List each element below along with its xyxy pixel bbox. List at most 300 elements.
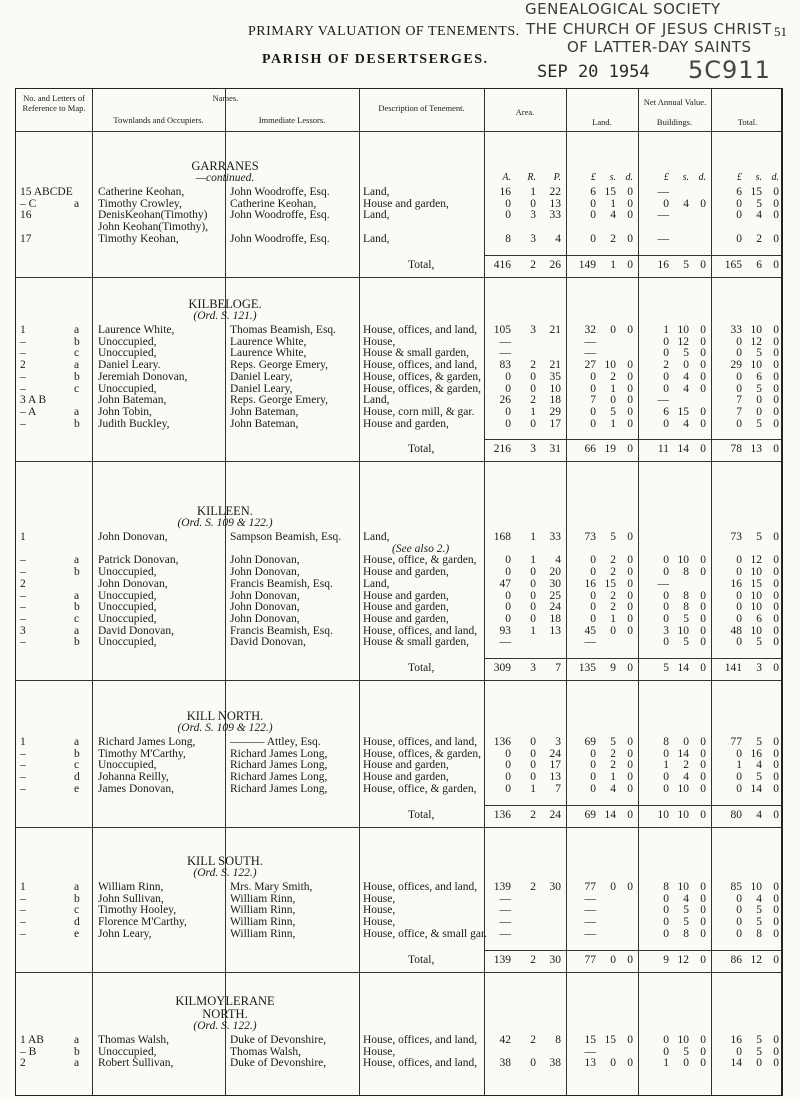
area-value: 47 [499, 577, 511, 590]
land-value: 0 [590, 759, 596, 772]
area-value: 0 [505, 612, 511, 625]
total-value: 0 [773, 771, 779, 784]
land-value: — [584, 892, 596, 905]
area-value: 18 [549, 612, 561, 625]
land-value: 16 [584, 577, 596, 590]
land-value: 2 [610, 370, 616, 383]
map-reference: – [20, 589, 26, 602]
map-reference: 1 [20, 881, 26, 893]
land-value: 15 [604, 577, 616, 590]
tenement-description: House and garden, [363, 759, 449, 772]
tenement-description: House and garden, [363, 589, 449, 602]
buildings-value: 0 [663, 417, 669, 430]
occupier-name: Thomas Walsh, [98, 1034, 170, 1046]
land-value: 1 [610, 197, 616, 210]
buildings-value: 0 [700, 347, 706, 360]
land-value: 27 [584, 359, 596, 372]
buildings-value: 0 [700, 759, 706, 772]
total-value: 0 [773, 612, 779, 625]
total-land: 9 [610, 662, 616, 674]
occupier-name: John Bateman, [98, 394, 167, 407]
total-land: 0 [610, 953, 616, 966]
land-value: 0 [627, 782, 633, 795]
map-letter: a [74, 881, 80, 893]
lessor-name: Richard James Long, [230, 782, 328, 795]
buildings-value: 0 [663, 1034, 669, 1046]
area-value: 136 [493, 736, 511, 748]
area-value: 0 [530, 771, 536, 784]
area-value: 29 [549, 405, 561, 418]
lessor-name: John Donovan, [230, 612, 300, 625]
area-value: — [499, 335, 511, 348]
map-letter: b [74, 636, 80, 649]
land-value: 0 [590, 612, 596, 625]
tenement-description: House, offices, and land, [363, 881, 478, 893]
map-letter: c [74, 612, 80, 625]
unit-label: £ [737, 172, 742, 183]
area-value: 1 [530, 554, 536, 567]
land-value: 2 [610, 747, 616, 760]
area-value: 0 [505, 771, 511, 784]
parish-heading: PARISH OF DESERTSERGES. [262, 52, 489, 67]
lessor-name: Reps. George Emery, [230, 359, 329, 372]
unit-label: A. [502, 172, 511, 183]
total-total: 0 [773, 808, 779, 821]
total-value: 5 [756, 347, 762, 360]
map-letter: b [74, 892, 80, 905]
map-letter: b [74, 335, 80, 348]
area-value: 0 [505, 554, 511, 567]
total-land: 19 [604, 443, 616, 456]
tenement-description: House, offices, & garden, [363, 382, 481, 395]
tenement-description: House and garden, [363, 417, 449, 430]
area-value: 24 [549, 601, 561, 614]
occupier-name: Daniel Leary. [98, 359, 161, 372]
land-value: 2 [610, 759, 616, 772]
map-reference: 1 [20, 531, 26, 543]
subtotal-rule [484, 950, 781, 951]
total-land: 0 [627, 443, 633, 456]
unit-label: s. [609, 172, 616, 183]
land-value: — [584, 916, 596, 929]
total-value: 7 [736, 394, 742, 407]
buildings-value: — [657, 232, 669, 245]
header-area: Area. [515, 107, 535, 117]
total-value: 5 [756, 904, 762, 917]
buildings-value: 0 [700, 747, 706, 760]
header-rule [16, 131, 781, 132]
land-value: 0 [627, 736, 633, 748]
total-buildings: 16 [657, 258, 669, 271]
total-land: 77 [584, 953, 596, 966]
total-value: 33 [730, 324, 742, 336]
total-value: 10 [750, 566, 762, 579]
occupier-name: Richard James Long, [98, 736, 196, 748]
total-value: 0 [773, 232, 779, 245]
buildings-value: 0 [700, 1045, 706, 1058]
total-value: 0 [773, 1034, 779, 1046]
total-value: 0 [736, 232, 742, 245]
map-letter: d [74, 771, 80, 784]
map-reference: 2 [20, 1057, 26, 1070]
land-value: 2 [610, 601, 616, 614]
area-value: 0 [530, 566, 536, 579]
tenement-description: Land, [363, 394, 390, 407]
total-value: 7 [736, 405, 742, 418]
map-reference: 1 [20, 736, 26, 748]
map-letter: a [74, 197, 80, 210]
total-value: 0 [773, 601, 779, 614]
area-value: 20 [549, 566, 561, 579]
total-value: 2 [756, 232, 762, 245]
buildings-value: 12 [677, 335, 689, 348]
subtotal-rule [484, 805, 781, 806]
area-value: 2 [530, 1034, 536, 1046]
land-value: 0 [627, 209, 633, 222]
total-buildings: 0 [700, 808, 706, 821]
lessor-name: ——— Attley, Esq. [230, 736, 321, 748]
area-value: 13 [549, 624, 561, 637]
lessor-name: John Woodroffe, Esq. [230, 186, 330, 198]
tenement-description: House, offices, & garden, [363, 747, 481, 760]
total-value: 0 [773, 531, 779, 543]
land-value: 0 [627, 531, 633, 543]
land-value: 5 [610, 531, 616, 543]
total-value: 0 [773, 1045, 779, 1058]
unit-label: d. [625, 172, 633, 183]
area-value: 83 [499, 359, 511, 372]
map-letter: a [74, 554, 80, 567]
total-value: 5 [756, 916, 762, 929]
column-rule [711, 89, 712, 1095]
total-area: 2 [530, 953, 536, 966]
total-value: 0 [736, 636, 742, 649]
tenement-description: House, offices, and land, [363, 324, 478, 336]
area-value: 0 [530, 370, 536, 383]
area-value: 0 [505, 382, 511, 395]
map-reference: – [20, 347, 26, 360]
ordnance-ref: —continued. [195, 172, 255, 184]
map-letter: b [74, 566, 80, 579]
total-label: Total, [408, 953, 435, 966]
occupier-name: John Tobin, [98, 405, 152, 418]
area-value: 0 [530, 382, 536, 395]
total-area: 3 [530, 662, 536, 674]
total-total: 6 [756, 258, 762, 271]
land-value: — [584, 335, 596, 348]
land-value: 0 [610, 394, 616, 407]
area-value: 13 [549, 197, 561, 210]
total-value: 0 [773, 324, 779, 336]
land-value: 1 [610, 417, 616, 430]
total-land: 14 [604, 808, 616, 821]
area-value: 0 [505, 405, 511, 418]
tenement-description: House & small garden, [363, 636, 470, 649]
buildings-value: 0 [700, 1057, 706, 1070]
land-value: 0 [627, 382, 633, 395]
tenement-description: House and garden, [363, 566, 449, 579]
stamp-number: 5C911 [688, 56, 771, 84]
area-value: 1 [530, 405, 536, 418]
land-value: — [584, 927, 596, 940]
total-value: 15 [750, 186, 762, 198]
total-buildings: 10 [677, 808, 689, 821]
land-value: 0 [590, 566, 596, 579]
land-value: 0 [627, 405, 633, 418]
buildings-value: 0 [663, 747, 669, 760]
buildings-value: 6 [663, 405, 669, 418]
total-label: Total, [408, 662, 435, 674]
lessor-name: Daniel Leary, [230, 370, 293, 383]
total-buildings: 0 [700, 258, 706, 271]
buildings-value: 0 [663, 916, 669, 929]
map-reference: – [20, 612, 26, 625]
area-value: 0 [530, 417, 536, 430]
buildings-value: 4 [683, 197, 689, 210]
total-total: 0 [773, 258, 779, 271]
tenement-description: House, office, & garden, [363, 782, 477, 795]
area-value: 2 [530, 881, 536, 893]
total-buildings: 11 [657, 443, 669, 456]
total-value: 10 [750, 601, 762, 614]
land-value: 0 [627, 554, 633, 567]
area-value: 38 [499, 1057, 511, 1070]
buildings-value: 0 [700, 405, 706, 418]
buildings-value: 0 [663, 370, 669, 383]
tenement-description: House, offices, & garden, [363, 370, 481, 383]
total-total: 86 [730, 953, 742, 966]
area-value: 3 [530, 209, 536, 222]
buildings-value: 5 [683, 347, 689, 360]
total-area: 7 [555, 662, 561, 674]
total-value: 5 [756, 636, 762, 649]
page-title: PRIMARY VALUATION OF TENEMENTS. [248, 24, 520, 39]
total-value: 48 [730, 624, 742, 637]
total-value: 0 [736, 892, 742, 905]
lessor-name: Laurence White, [230, 335, 307, 348]
total-value: 0 [773, 904, 779, 917]
buildings-value: 5 [683, 1045, 689, 1058]
buildings-value: 8 [683, 601, 689, 614]
land-value: 5 [610, 405, 616, 418]
total-value: 0 [773, 589, 779, 602]
tenement-description: Land, [363, 232, 390, 245]
total-buildings: 12 [677, 953, 689, 966]
land-value: 5 [610, 736, 616, 748]
buildings-value: 2 [663, 359, 669, 372]
lessor-name: William Rinn, [230, 916, 296, 929]
buildings-value: 0 [663, 612, 669, 625]
occupier-name: Patrick Donovan, [98, 554, 179, 567]
total-value: 10 [750, 624, 762, 637]
map-letter: d [74, 916, 80, 929]
area-value: 1 [530, 624, 536, 637]
occupier-name: Timothy Hooley, [98, 904, 177, 917]
buildings-value: 0 [683, 736, 689, 748]
area-value: 26 [499, 394, 511, 407]
total-value: 0 [736, 612, 742, 625]
land-value: — [584, 347, 596, 360]
lessor-name: Thomas Walsh, [230, 1045, 302, 1058]
area-value: 0 [530, 1057, 536, 1070]
land-value: 0 [590, 782, 596, 795]
total-value: 5 [756, 417, 762, 430]
area-value: 13 [549, 771, 561, 784]
total-area: 3 [530, 443, 536, 456]
total-buildings: 9 [663, 953, 669, 966]
total-area: 2 [530, 258, 536, 271]
occupier-name: Florence M'Carthy, [98, 916, 187, 929]
buildings-value: 14 [677, 747, 689, 760]
land-value: 0 [610, 881, 616, 893]
area-value: 1 [530, 531, 536, 543]
land-value: 0 [627, 612, 633, 625]
total-value: 14 [750, 782, 762, 795]
townland-name: KILBELOGE. [188, 297, 262, 311]
map-reference: – [20, 636, 26, 649]
area-value: 0 [530, 577, 536, 590]
total-value: 4 [756, 209, 762, 222]
area-value: 24 [549, 747, 561, 760]
buildings-value: 3 [663, 624, 669, 637]
total-value: 6 [756, 612, 762, 625]
buildings-value: 8 [683, 589, 689, 602]
unit-label: s. [682, 172, 689, 183]
buildings-value: 0 [700, 916, 706, 929]
total-value: 0 [773, 382, 779, 395]
tenement-description: House, offices, and land, [363, 624, 478, 637]
total-value: 0 [736, 382, 742, 395]
map-reference: 2 [20, 577, 26, 590]
buildings-value: 0 [663, 347, 669, 360]
total-value: 0 [736, 347, 742, 360]
area-value: — [499, 927, 511, 940]
land-value: 0 [627, 417, 633, 430]
subtotal-rule [484, 658, 781, 659]
buildings-value: 8 [683, 566, 689, 579]
total-value: 16 [730, 577, 742, 590]
area-value: 0 [530, 612, 536, 625]
total-value: 6 [736, 186, 742, 198]
map-reference: – [20, 370, 26, 383]
lessor-name: John Woodroffe, Esq. [230, 209, 330, 222]
buildings-value: 8 [663, 881, 669, 893]
buildings-value: 0 [683, 1057, 689, 1070]
total-buildings: 5 [683, 258, 689, 271]
total-area: 31 [549, 443, 561, 456]
land-value: 0 [627, 324, 633, 336]
total-value: 0 [756, 405, 762, 418]
total-label: Total, [408, 258, 435, 271]
section-separator [16, 680, 781, 681]
land-value: 77 [584, 881, 596, 893]
land-value: 0 [627, 881, 633, 893]
occupier-name: Unoccupied, [98, 759, 157, 772]
header-net-annual-value: Net Annual Value. [643, 97, 707, 107]
townland-name: KILLEEN. [197, 504, 253, 518]
area-value: 0 [505, 566, 511, 579]
land-value: 0 [610, 324, 616, 336]
total-value: 0 [773, 624, 779, 637]
tenement-description: House and garden, [363, 771, 449, 784]
occupier-name: William Rinn, [98, 881, 164, 893]
lessor-name: David Donovan, [230, 636, 307, 649]
total-value: 0 [773, 1057, 779, 1070]
stamp-line-2: THE CHURCH OF JESUS CHRIST [526, 20, 772, 38]
column-rule [359, 89, 360, 1095]
total-total: 3 [756, 662, 762, 674]
area-value: 38 [549, 1057, 561, 1070]
area-value: 0 [505, 759, 511, 772]
land-value: 45 [584, 624, 596, 637]
total-value: 0 [773, 881, 779, 893]
map-letter: a [74, 736, 80, 748]
header-names: Names. [212, 93, 239, 103]
valuation-table [15, 88, 783, 1096]
land-value: 7 [590, 394, 596, 407]
map-letter: a [74, 405, 80, 418]
area-value: 35 [549, 370, 561, 383]
area-value: 30 [549, 577, 561, 590]
map-reference: – [20, 335, 26, 348]
total-value: 29 [730, 359, 742, 372]
buildings-value: 1 [663, 324, 669, 336]
map-letter: b [74, 601, 80, 614]
land-value: 0 [590, 405, 596, 418]
total-land: 135 [578, 662, 596, 674]
map-letter: a [74, 624, 80, 637]
total-value: 0 [773, 554, 779, 567]
land-value: 0 [590, 554, 596, 567]
tenement-description: House, [363, 1045, 396, 1058]
total-buildings: 10 [657, 808, 669, 821]
land-value: 15 [604, 1034, 616, 1046]
total-value: 12 [750, 554, 762, 567]
occupier-name: Unoccupied, [98, 589, 157, 602]
area-value: 22 [549, 186, 561, 198]
area-value: — [499, 347, 511, 360]
area-value: 17 [549, 759, 561, 772]
total-land: 66 [584, 443, 596, 456]
buildings-value: 0 [663, 927, 669, 940]
total-value: 0 [773, 335, 779, 348]
total-value: 0 [736, 916, 742, 929]
total-value: 0 [736, 209, 742, 222]
map-reference: – [20, 554, 26, 567]
area-value: 2 [530, 359, 536, 372]
buildings-value: 0 [663, 892, 669, 905]
total-value: 85 [730, 881, 742, 893]
unit-label: d. [698, 172, 706, 183]
map-reference: – C [20, 197, 37, 210]
area-value: 3 [530, 324, 536, 336]
lessor-name: Francis Beamish, Esq. [230, 577, 333, 590]
area-value: 0 [530, 589, 536, 602]
total-value: 4 [756, 759, 762, 772]
total-value: 0 [773, 394, 779, 407]
area-value: 0 [530, 197, 536, 210]
area-value: 0 [530, 759, 536, 772]
buildings-value: 10 [677, 1034, 689, 1046]
tenement-description: House, [363, 916, 396, 929]
area-value: 0 [505, 209, 511, 222]
total-label: Total, [408, 808, 435, 821]
buildings-value: 0 [700, 904, 706, 917]
buildings-value: — [657, 209, 669, 222]
lessor-name: William Rinn, [230, 904, 296, 917]
column-rule [566, 89, 567, 1095]
area-value: 139 [493, 881, 511, 893]
